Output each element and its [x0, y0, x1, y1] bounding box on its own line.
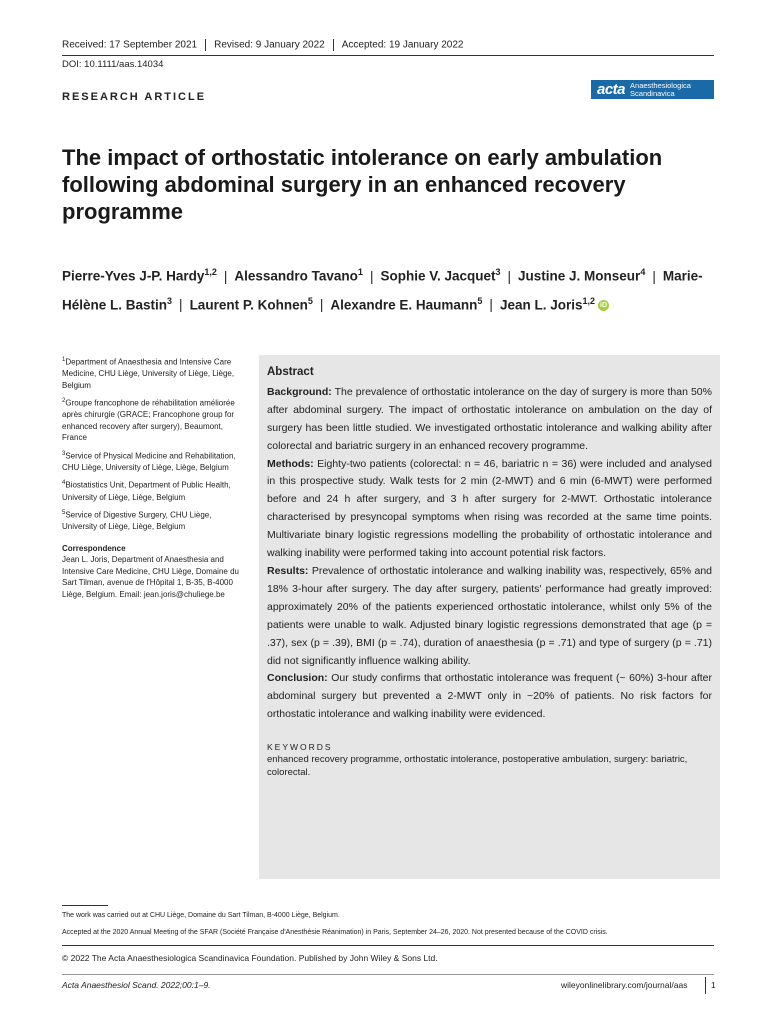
- abstract-methods: [267, 456, 712, 563]
- author-separator: |: [319, 297, 324, 312]
- author-affiliation-sup: 5: [307, 295, 313, 306]
- author-affiliation-sup: 4: [640, 267, 646, 277]
- header-rule: [62, 55, 714, 56]
- affiliation: [62, 449, 244, 474]
- journal-logo-name: [630, 82, 691, 98]
- author-affiliation-sup: 1,2: [204, 267, 217, 277]
- journal-logo[interactable]: [591, 80, 714, 99]
- orcid-icon[interactable]: iD: [600, 301, 607, 309]
- copyright-rule: [62, 945, 714, 946]
- journal-citation: Acta Anaesthesiol Scand. 2022;00:1–9.: [62, 980, 211, 990]
- section-label: RESEARCH ARTICLE: [62, 91, 207, 103]
- author-name[interactable]: Sophie V. Jacquet: [380, 268, 496, 284]
- conclusion-label: Conclusion:: [267, 672, 328, 685]
- affiliation: [62, 478, 244, 503]
- footer-rule: [62, 974, 714, 975]
- article-dates: [62, 39, 463, 51]
- author-affiliation-sup: 3: [167, 295, 173, 306]
- keywords-heading: KEYWORDS: [267, 742, 333, 753]
- page-number: 1: [711, 980, 716, 990]
- author-name[interactable]: Marie-Hélène L. Bastin: [62, 268, 703, 312]
- affiliation-number: 4: [62, 480, 66, 487]
- article-title: The impact of orthostatic intolerance on early ambulation following abdominal surgery in an enhanced recovery programme: [62, 145, 663, 224]
- doi[interactable]: DOI: 10.1111/aas.14034: [62, 59, 164, 70]
- affiliation-text: Biostatistics Unit, Department of Public Health, University of Liège, Liège, Belgium: [62, 481, 231, 502]
- author-name[interactable]: Pierre-Yves J-P. Hardy: [62, 268, 205, 284]
- author-affiliation-sup: 1: [357, 267, 363, 277]
- journal-logo-line1: Anaesthesiologica: [630, 80, 691, 90]
- abstract-content: [267, 364, 712, 779]
- conclusion-text: Our study confirms that orthostatic intolerance was frequent (~ 60%) 3-hour after abdominal surgery but prevented a 2-MWT only in ~20% of patients. No risk factors for orthostatic intolerance and walking inability were evidenced.: [267, 672, 713, 721]
- affiliation-text: Groupe francophone de réhabilitation améliorée après chirurgie (GRACE; Francophone group for enhanced recovery after surgery), Beaumont, France: [62, 398, 235, 443]
- copyright: © 2022 The Acta Anaesthesiologica Scandinavica Foundation. Published by John Wiley & Sons Ltd.: [62, 953, 438, 963]
- footnote-1: The work was carried out at CHU Liège, Domaine du Sart Tilman, B-4000 Liège, Belgium.: [62, 912, 340, 919]
- affiliation: [62, 396, 244, 444]
- author-name[interactable]: Justine J. Monseur: [518, 268, 641, 284]
- correspondence-text: Jean L. Joris, Department of Anaesthesia and Intensive Care Medicine, CHU Liège, Domaine du Sart Tilman, avenue de l'Hôpital 1, B-35, B-4000 Liège, Belgium. Email: jean.joris@chuliege.be: [62, 555, 239, 599]
- results-text: Prevalence of orthostatic intolerance and walking inability was, respectively, 65% and 18% 3-hour after surgery. The day after surgery, patients' performance had greatly improved: approximately 20% of the patients experienced orthostatic intolerance, whilst only 5% of the patients were unable to walk. Adjusted binary logistic regressions demonstrated that age (p = .37), sex (p = .39), BMI (p = .74), duration of anaesthesia (p = .71) and type of surgery (p = .71) did not significantly influence walking ability.: [267, 564, 712, 667]
- author-separator: |: [369, 268, 374, 284]
- author-affiliation-sup: 5: [477, 295, 483, 306]
- abstract-results: [267, 563, 712, 670]
- affiliation-number: 3: [62, 450, 66, 457]
- abstract-box: [259, 355, 720, 879]
- divider: [205, 39, 206, 51]
- author-name[interactable]: Alessandro Tavano: [234, 268, 358, 284]
- journal-website[interactable]: wileyonlinelibrary.com/journal/aas: [561, 980, 688, 990]
- author-separator: |: [489, 297, 493, 312]
- abstract-heading: Abstract: [267, 366, 314, 378]
- divider: [333, 39, 334, 51]
- author-separator: |: [652, 268, 656, 284]
- journal-logo-line2: Scandinavica: [630, 88, 675, 98]
- author-name[interactable]: Alexandre E. Haumann: [330, 297, 478, 312]
- affiliation: [62, 508, 244, 533]
- affiliation-number: 5: [62, 510, 66, 517]
- author-name[interactable]: Jean L. Joris: [499, 297, 583, 312]
- footnote-2: Accepted at the 2020 Annual Meeting of the SFAR (Société Française d'Anesthésie Réanimation) in Paris, September 24–26, 2020. Not presented because of the COVID crisis.: [62, 929, 608, 936]
- journal-logo-mark: acta: [597, 81, 626, 98]
- received-date: Received: 17 September 2021: [62, 39, 198, 51]
- page-divider: [705, 977, 706, 994]
- author-separator: |: [507, 268, 512, 284]
- abstract-background: [267, 384, 712, 456]
- revised-date: Revised: 9 January 2022: [214, 39, 325, 51]
- footnote-rule: [62, 905, 108, 906]
- results-label: Results:: [267, 564, 309, 577]
- author-list: [62, 260, 722, 317]
- keywords-text: enhanced recovery programme, orthostatic intolerance, postoperative ambulation, surgery: bariatric, colorectal.: [267, 754, 688, 779]
- author-affiliation-sup: 3: [495, 267, 501, 277]
- correspondence-heading: Correspondence: [62, 543, 126, 553]
- affiliation-text: Department of Anaesthesia and Intensive Care Medicine, CHU Liège, University of Liège, Liège, Belgium: [62, 357, 235, 390]
- affiliation-number: 2: [62, 398, 66, 405]
- accepted-date: Accepted: 19 January 2022: [341, 39, 464, 51]
- affiliation: [62, 355, 244, 391]
- author-separator: |: [223, 268, 228, 284]
- affiliation-number: 1: [62, 357, 66, 363]
- author-separator: |: [179, 297, 183, 312]
- affiliation-text: Service of Physical Medicine and Rehabilitation, CHU Liège, University of Liège, Liège, Belgium: [62, 451, 236, 472]
- author-name[interactable]: Laurent P. Kohnen: [189, 297, 308, 312]
- abstract-conclusion: [267, 670, 712, 724]
- background-label: Background:: [267, 385, 332, 398]
- methods-label: Methods:: [267, 457, 314, 470]
- background-text: The prevalence of orthostatic intolerance on the day of surgery is more than 50% after abdominal surgery. The impact of orthostatic intolerance on ambulation on the day of surgery has been little studied. We investigated orthostatic intolerance and walking ability after colorectal and bariatric surgery in an enhanced recovery programme.: [267, 385, 712, 452]
- methods-text: Eighty-two patients (colorectal: n = 46, bariatric n = 36) were included and analysed in this prospective study. Walk tests for 2 min (2-MWT) and 6 min (6-MWT) were performed before and 24 h after surgery, and 3 h after surgery for 2-MWT. Orthostatic intolerance characterised by presyncopal symptoms when rising was recorded at the same time points. Multivariate binary logistic regressions modelling the probability of orthostatic intolerance and walking inability were performed taking into account potential risk factors.: [267, 457, 712, 560]
- author-affiliation-sup: 1,2: [582, 295, 595, 306]
- affiliation-list: [62, 355, 244, 533]
- affiliations-column: [62, 355, 244, 600]
- affiliation-text: Service of Digestive Surgery, CHU Liège, University of Liège, Liège, Belgium: [62, 510, 212, 532]
